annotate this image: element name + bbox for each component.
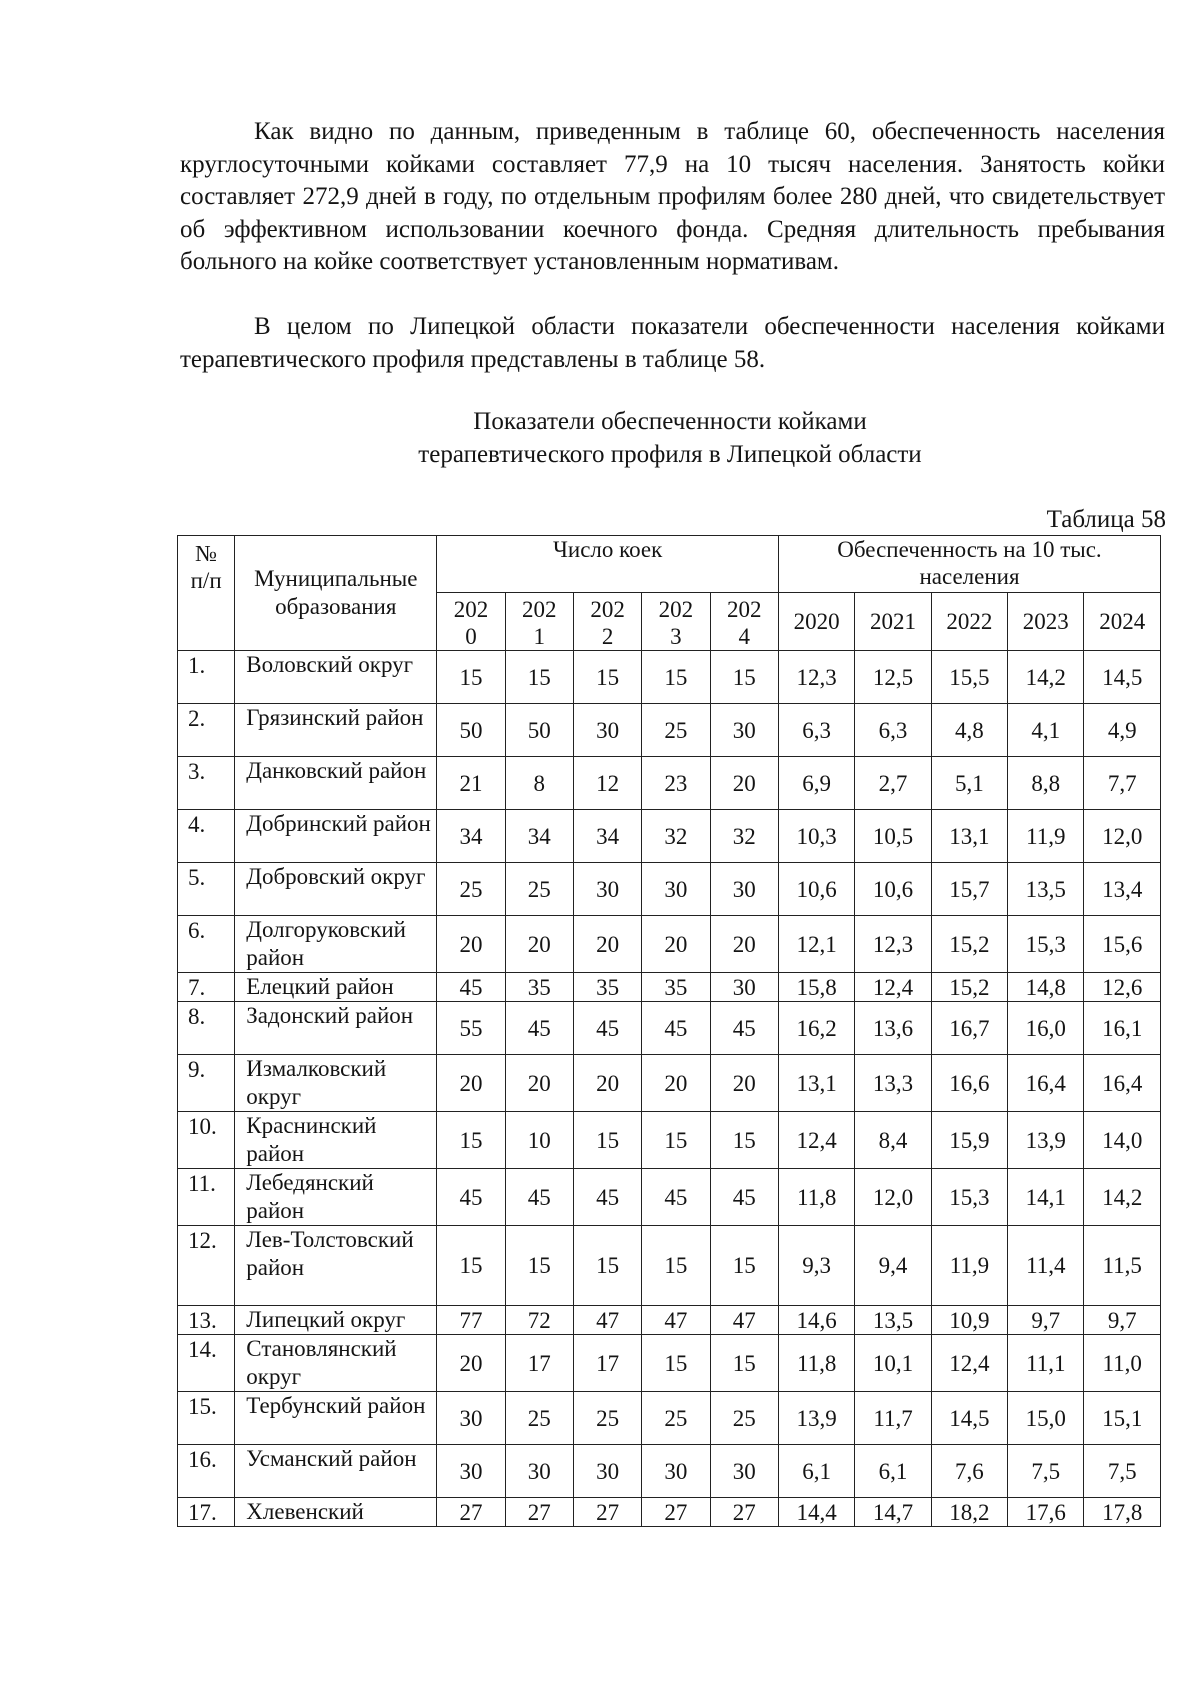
provision-cell: 10,5 <box>855 810 931 863</box>
row-municipality: Добровский округ <box>235 863 437 916</box>
bed-count-cell: 15 <box>573 1226 641 1306</box>
bed-count-cell: 50 <box>505 704 573 757</box>
header-bed-year-3: 202 2 <box>573 593 641 651</box>
row-municipality: Усманский район <box>235 1445 437 1498</box>
bed-count-cell: 15 <box>505 1226 573 1306</box>
provision-cell: 14,7 <box>855 1498 931 1527</box>
table-row <box>178 1002 1161 1055</box>
provision-cell: 18,2 <box>931 1498 1007 1527</box>
row-number: 13. <box>178 1306 235 1335</box>
provision-cell: 9,3 <box>778 1226 854 1306</box>
bed-count-cell: 77 <box>437 1306 505 1335</box>
provision-cell: 14,5 <box>1084 651 1161 704</box>
bed-count-cell: 30 <box>710 1445 778 1498</box>
provision-cell: 13,4 <box>1084 863 1161 916</box>
bed-count-cell: 15 <box>642 1226 710 1306</box>
bed-count-cell: 34 <box>505 810 573 863</box>
table-row <box>178 1445 1161 1498</box>
bed-count-cell: 27 <box>710 1498 778 1527</box>
provision-cell: 8,4 <box>855 1112 931 1169</box>
bed-count-cell: 35 <box>642 973 710 1002</box>
provision-cell: 11,8 <box>778 1169 854 1226</box>
row-number: 16. <box>178 1445 235 1498</box>
bed-count-cell: 15 <box>437 1112 505 1169</box>
provision-cell: 15,7 <box>931 863 1007 916</box>
provision-cell: 12,4 <box>855 973 931 1002</box>
row-number: 1. <box>178 651 235 704</box>
bed-count-cell: 47 <box>573 1306 641 1335</box>
row-municipality: Лебедянский район <box>235 1169 437 1226</box>
provision-cell: 7,5 <box>1008 1445 1084 1498</box>
row-municipality: Измалковский округ <box>235 1055 437 1112</box>
bed-count-cell: 32 <box>710 810 778 863</box>
bed-count-cell: 15 <box>710 1112 778 1169</box>
bed-count-cell: 27 <box>437 1498 505 1527</box>
bed-count-cell: 15 <box>573 651 641 704</box>
row-municipality: Елецкий район <box>235 973 437 1002</box>
provision-cell: 6,1 <box>855 1445 931 1498</box>
bed-count-cell: 45 <box>710 1169 778 1226</box>
table-row <box>178 1306 1161 1335</box>
provision-cell: 15,5 <box>931 651 1007 704</box>
bed-count-cell: 8 <box>505 757 573 810</box>
row-number: 2. <box>178 704 235 757</box>
provision-cell: 7,7 <box>1084 757 1161 810</box>
provision-cell: 4,8 <box>931 704 1007 757</box>
bed-count-cell: 45 <box>573 1002 641 1055</box>
row-number: 14. <box>178 1335 235 1392</box>
row-number: 7. <box>178 973 235 1002</box>
provision-cell: 11,5 <box>1084 1226 1161 1306</box>
table-row <box>178 973 1161 1002</box>
row-number: 9. <box>178 1055 235 1112</box>
bed-count-cell: 15 <box>642 1335 710 1392</box>
bed-count-cell: 25 <box>710 1392 778 1445</box>
provision-cell: 6,1 <box>778 1445 854 1498</box>
provision-cell: 13,3 <box>855 1055 931 1112</box>
row-number: 8. <box>178 1002 235 1055</box>
bed-count-cell: 17 <box>573 1335 641 1392</box>
row-municipality: Лев-Толстовский район <box>235 1226 437 1306</box>
bed-count-cell: 17 <box>505 1335 573 1392</box>
provision-cell: 14,4 <box>778 1498 854 1527</box>
provision-cell: 11,0 <box>1084 1335 1161 1392</box>
bed-count-cell: 30 <box>710 704 778 757</box>
bed-count-cell: 45 <box>437 973 505 1002</box>
provision-cell: 13,5 <box>1008 863 1084 916</box>
bed-count-cell: 27 <box>505 1498 573 1527</box>
beds-provision-table <box>177 535 1161 1527</box>
table-row <box>178 1055 1161 1112</box>
provision-cell: 9,4 <box>855 1226 931 1306</box>
provision-cell: 9,7 <box>1084 1306 1161 1335</box>
row-number: 15. <box>178 1392 235 1445</box>
bed-count-cell: 20 <box>505 1055 573 1112</box>
row-municipality: Грязинский район <box>235 704 437 757</box>
bed-count-cell: 47 <box>710 1306 778 1335</box>
bed-count-cell: 32 <box>642 810 710 863</box>
row-municipality: Данковский район <box>235 757 437 810</box>
provision-cell: 14,6 <box>778 1306 854 1335</box>
bed-count-cell: 45 <box>642 1169 710 1226</box>
provision-cell: 6,3 <box>778 704 854 757</box>
provision-cell: 7,6 <box>931 1445 1007 1498</box>
provision-cell: 13,6 <box>855 1002 931 1055</box>
bed-count-cell: 15 <box>437 1226 505 1306</box>
table-heading <box>0 405 1200 471</box>
bed-count-cell: 50 <box>437 704 505 757</box>
bed-count-cell: 47 <box>642 1306 710 1335</box>
row-number: 17. <box>178 1498 235 1527</box>
bed-count-cell: 23 <box>642 757 710 810</box>
header-bed-count: Число коек <box>437 536 779 593</box>
provision-cell: 12,4 <box>778 1112 854 1169</box>
table-row <box>178 1392 1161 1445</box>
provision-cell: 15,6 <box>1084 916 1161 973</box>
provision-cell: 16,6 <box>931 1055 1007 1112</box>
row-municipality: Хлевенский <box>235 1498 437 1527</box>
table-row <box>178 1226 1161 1306</box>
provision-cell: 12,0 <box>1084 810 1161 863</box>
provision-cell: 12,4 <box>931 1335 1007 1392</box>
provision-cell: 13,1 <box>931 810 1007 863</box>
provision-cell: 6,3 <box>855 704 931 757</box>
table-row <box>178 704 1161 757</box>
table-row <box>178 1112 1161 1169</box>
provision-cell: 14,8 <box>1008 973 1084 1002</box>
bed-count-cell: 12 <box>573 757 641 810</box>
bed-count-cell: 30 <box>573 704 641 757</box>
bed-count-cell: 30 <box>437 1392 505 1445</box>
row-municipality: Краснинский район <box>235 1112 437 1169</box>
provision-cell: 11,9 <box>1008 810 1084 863</box>
bed-count-cell: 20 <box>437 916 505 973</box>
table-row <box>178 1169 1161 1226</box>
table-row <box>178 1335 1161 1392</box>
header-provision-year-4: 2023 <box>1008 593 1084 651</box>
row-municipality: Становлянский округ <box>235 1335 437 1392</box>
row-number: 4. <box>178 810 235 863</box>
provision-cell: 15,8 <box>778 973 854 1002</box>
provision-cell: 12,3 <box>855 916 931 973</box>
row-municipality: Липецкий округ <box>235 1306 437 1335</box>
bed-count-cell: 25 <box>573 1392 641 1445</box>
provision-cell: 12,6 <box>1084 973 1161 1002</box>
header-bed-year-2: 202 1 <box>505 593 573 651</box>
provision-cell: 16,0 <box>1008 1002 1084 1055</box>
provision-cell: 15,1 <box>1084 1392 1161 1445</box>
bed-count-cell: 30 <box>573 1445 641 1498</box>
bed-count-cell: 45 <box>710 1002 778 1055</box>
provision-cell: 6,9 <box>778 757 854 810</box>
provision-cell: 10,3 <box>778 810 854 863</box>
table-row <box>178 757 1161 810</box>
bed-count-cell: 21 <box>437 757 505 810</box>
bed-count-cell: 20 <box>573 916 641 973</box>
bed-count-cell: 30 <box>437 1445 505 1498</box>
provision-cell: 12,5 <box>855 651 931 704</box>
bed-count-cell: 35 <box>505 973 573 1002</box>
bed-count-cell: 30 <box>573 863 641 916</box>
bed-count-cell: 45 <box>573 1169 641 1226</box>
row-number: 5. <box>178 863 235 916</box>
provision-cell: 11,8 <box>778 1335 854 1392</box>
bed-count-cell: 72 <box>505 1306 573 1335</box>
bed-count-cell: 25 <box>642 1392 710 1445</box>
bed-count-cell: 27 <box>642 1498 710 1527</box>
bed-count-cell: 30 <box>642 1445 710 1498</box>
bed-count-cell: 30 <box>710 973 778 1002</box>
row-number: 10. <box>178 1112 235 1169</box>
bed-count-cell: 34 <box>573 810 641 863</box>
bed-count-cell: 10 <box>505 1112 573 1169</box>
provision-cell: 15,3 <box>1008 916 1084 973</box>
table-row <box>178 651 1161 704</box>
header-provision-year-5: 2024 <box>1084 593 1161 651</box>
header-bed-year-5: 202 4 <box>710 593 778 651</box>
row-municipality: Задонский район <box>235 1002 437 1055</box>
provision-cell: 11,1 <box>1008 1335 1084 1392</box>
provision-cell: 4,9 <box>1084 704 1161 757</box>
provision-cell: 14,2 <box>1084 1169 1161 1226</box>
provision-cell: 11,4 <box>1008 1226 1084 1306</box>
bed-count-cell: 20 <box>505 916 573 973</box>
header-provision-year-2: 2021 <box>855 593 931 651</box>
provision-cell: 5,1 <box>931 757 1007 810</box>
bed-count-cell: 45 <box>505 1169 573 1226</box>
bed-count-cell: 15 <box>573 1112 641 1169</box>
bed-count-cell: 30 <box>710 863 778 916</box>
header-provision-year-1: 2020 <box>778 593 854 651</box>
bed-count-cell: 15 <box>642 1112 710 1169</box>
row-number: 6. <box>178 916 235 973</box>
row-number: 3. <box>178 757 235 810</box>
header-municipality: Муниципальные образования <box>235 536 437 651</box>
bed-count-cell: 15 <box>437 651 505 704</box>
bed-count-cell: 45 <box>642 1002 710 1055</box>
bed-count-cell: 45 <box>505 1002 573 1055</box>
provision-cell: 14,0 <box>1084 1112 1161 1169</box>
provision-cell: 16,4 <box>1084 1055 1161 1112</box>
bed-count-cell: 20 <box>573 1055 641 1112</box>
bed-count-cell: 25 <box>437 863 505 916</box>
bed-count-cell: 20 <box>710 757 778 810</box>
header-provision-year-3: 2022 <box>931 593 1007 651</box>
bed-count-cell: 25 <box>505 1392 573 1445</box>
provision-cell: 15,2 <box>931 916 1007 973</box>
bed-count-cell: 15 <box>642 651 710 704</box>
row-municipality: Тербунский район <box>235 1392 437 1445</box>
provision-cell: 15,2 <box>931 973 1007 1002</box>
provision-cell: 10,6 <box>855 863 931 916</box>
provision-cell: 10,6 <box>778 863 854 916</box>
provision-cell: 13,1 <box>778 1055 854 1112</box>
bed-count-cell: 15 <box>710 651 778 704</box>
bed-count-cell: 55 <box>437 1002 505 1055</box>
provision-cell: 12,0 <box>855 1169 931 1226</box>
provision-cell: 12,1 <box>778 916 854 973</box>
provision-cell: 16,1 <box>1084 1002 1161 1055</box>
bed-count-cell: 20 <box>437 1335 505 1392</box>
bed-count-cell: 20 <box>710 1055 778 1112</box>
body-paragraph-2: В целом по Липецкой области показатели обеспеченности населения койками терапевтического профиля представлены в таблице 58. <box>180 313 1165 373</box>
row-municipality: Долгоруковский район <box>235 916 437 973</box>
bed-count-cell: 45 <box>437 1169 505 1226</box>
bed-count-cell: 20 <box>642 1055 710 1112</box>
provision-cell: 17,6 <box>1008 1498 1084 1527</box>
provision-cell: 9,7 <box>1008 1306 1084 1335</box>
provision-cell: 11,7 <box>855 1392 931 1445</box>
bed-count-cell: 25 <box>642 704 710 757</box>
bed-count-cell: 15 <box>710 1335 778 1392</box>
provision-cell: 7,5 <box>1084 1445 1161 1498</box>
bed-count-cell: 20 <box>642 916 710 973</box>
row-number: 12. <box>178 1226 235 1306</box>
provision-cell: 11,9 <box>931 1226 1007 1306</box>
table-row <box>178 810 1161 863</box>
bed-count-cell: 30 <box>642 863 710 916</box>
table-row <box>178 863 1161 916</box>
row-municipality: Воловский округ <box>235 651 437 704</box>
provision-cell: 14,5 <box>931 1392 1007 1445</box>
bed-count-cell: 25 <box>505 863 573 916</box>
bed-count-cell: 20 <box>437 1055 505 1112</box>
provision-cell: 10,9 <box>931 1306 1007 1335</box>
row-number: 11. <box>178 1169 235 1226</box>
row-municipality: Добринский район <box>235 810 437 863</box>
bed-count-cell: 15 <box>710 1226 778 1306</box>
provision-cell: 10,1 <box>855 1335 931 1392</box>
provision-cell: 13,9 <box>1008 1112 1084 1169</box>
provision-cell: 8,8 <box>1008 757 1084 810</box>
provision-cell: 16,4 <box>1008 1055 1084 1112</box>
provision-cell: 2,7 <box>855 757 931 810</box>
provision-cell: 13,9 <box>778 1392 854 1445</box>
header-bed-year-1: 202 0 <box>437 593 505 651</box>
provision-cell: 14,2 <box>1008 651 1084 704</box>
header-bed-year-4: 202 3 <box>642 593 710 651</box>
bed-count-cell: 27 <box>573 1498 641 1527</box>
table-number-label: Таблица 58 <box>1046 506 1166 533</box>
header-number: № п/п <box>178 536 235 651</box>
body-paragraph-1: Как видно по данным, приведенным в таблице 60, обеспеченность населения круглосуточными койками составляет 77,9 на 10 тысяч населения. Занятость койки составляет 272,9 дней в году, по отдельным профилям более 280 дней, что свидетельствует об эффективном использовании коечного фонда. Средняя длительность пребывания больного на койке соответствует установленным нормативам. <box>180 118 1165 275</box>
provision-cell: 17,8 <box>1084 1498 1161 1527</box>
provision-cell: 15,0 <box>1008 1392 1084 1445</box>
provision-cell: 16,7 <box>931 1002 1007 1055</box>
table-row <box>178 1498 1161 1527</box>
provision-cell: 4,1 <box>1008 704 1084 757</box>
provision-cell: 13,5 <box>855 1306 931 1335</box>
provision-cell: 15,3 <box>931 1169 1007 1226</box>
provision-cell: 16,2 <box>778 1002 854 1055</box>
table-heading-line-2: терапевтического профиля в Липецкой области <box>418 441 922 468</box>
header-provision: Обеспеченность на 10 тыс. населения <box>778 536 1160 593</box>
bed-count-cell: 35 <box>573 973 641 1002</box>
table-heading-line-1: Показатели обеспеченности койками <box>473 408 867 435</box>
bed-count-cell: 34 <box>437 810 505 863</box>
bed-count-cell: 15 <box>505 651 573 704</box>
bed-count-cell: 30 <box>505 1445 573 1498</box>
provision-cell: 12,3 <box>778 651 854 704</box>
provision-cell: 15,9 <box>931 1112 1007 1169</box>
provision-cell: 14,1 <box>1008 1169 1084 1226</box>
table-row <box>178 916 1161 973</box>
bed-count-cell: 20 <box>710 916 778 973</box>
